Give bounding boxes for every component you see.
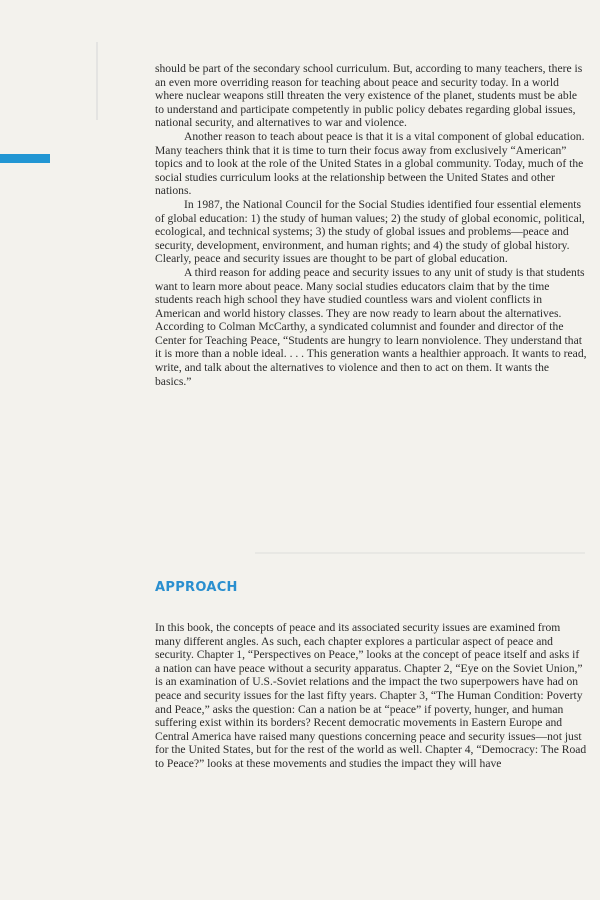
approach-paragraph: In this book, the concepts of peace and its associated security issues are examined from many different angles. As such, each chapter explores a particular aspect of peace and security. Chapter 1, “Perspectives on Peace,” looks at the concept of peace itself and asks if a nation can have peace without a security apparatus. Chapter 2, “Eye on the Soviet Union,” is an examination of U.S.-Soviet relations and the impact the two superpowers have had on peace and security issues for the last fifty years. Chapter 3, “The Human Condition: Poverty and Peace,” asks the question: Can a nation be at “peace” if poverty, hunger, and human suffering exist within its borders? Recent democratic movements in Eastern Europe and Central America have raised many questions concerning peace and security issues—not just for the United States, but for the rest of the world as well. Chapter 4, “Democracy: The Road to Peace?” looks at these movements and studies the impact they will have bbox=[155, 621, 587, 770]
approach-text-column bbox=[155, 621, 587, 771]
paragraph-3: In 1987, the National Council for the Social Studies identified four essential elements of global education: 1) the study of human values; 2) the study of global economic, political, ecological, and technical systems; 3) the study of global issues and problems—peace and security, development, environment, and human rights; and 4) the study of global history. Clearly, peace and security issues are thought to be part of global education. bbox=[155, 197, 585, 266]
paragraph-2: Another reason to teach about peace is that it is a vital component of global education. Many teachers think that it is time to turn their focus away from exclusively “American” topics and to look at the role of the United States in a global community. Today, much of the social studies curriculum looks at the relationship between the United States and other nations. bbox=[155, 129, 585, 198]
paragraph-4: A third reason for adding peace and security issues to any unit of study is that students want to learn more about peace. Many social studies educators claim that by the time students reach high school they have studied countless wars and violent conflicts in American and world history classes. They are now ready to learn about the alternatives. According to Colman McCarthy, a syndicated columnist and founder and director of the Center for Teaching Peace, “Students are hungry to learn nonviolence. They understand that it is more than a noble ideal. . . . This generation wants a healthier approach. It wants to read, write, and talk about the alternatives to violence and then to act on them. It wants the basics.” bbox=[155, 265, 587, 388]
accent-bar bbox=[0, 154, 50, 163]
bleed-through-line bbox=[255, 552, 585, 554]
body-text-column bbox=[155, 62, 587, 388]
section-heading-approach: APPROACH bbox=[155, 580, 238, 595]
margin-rule bbox=[96, 42, 98, 120]
paragraph-1: should be part of the secondary school curriculum. But, according to many teachers, there is an even more overriding reason for teaching about peace and security today. In a world where nuclear weapons still threaten the very existence of the planet, students must be able to understand and participate competently in public policy debates regarding global issues, national security, and alternatives to war and violence. bbox=[155, 62, 583, 130]
